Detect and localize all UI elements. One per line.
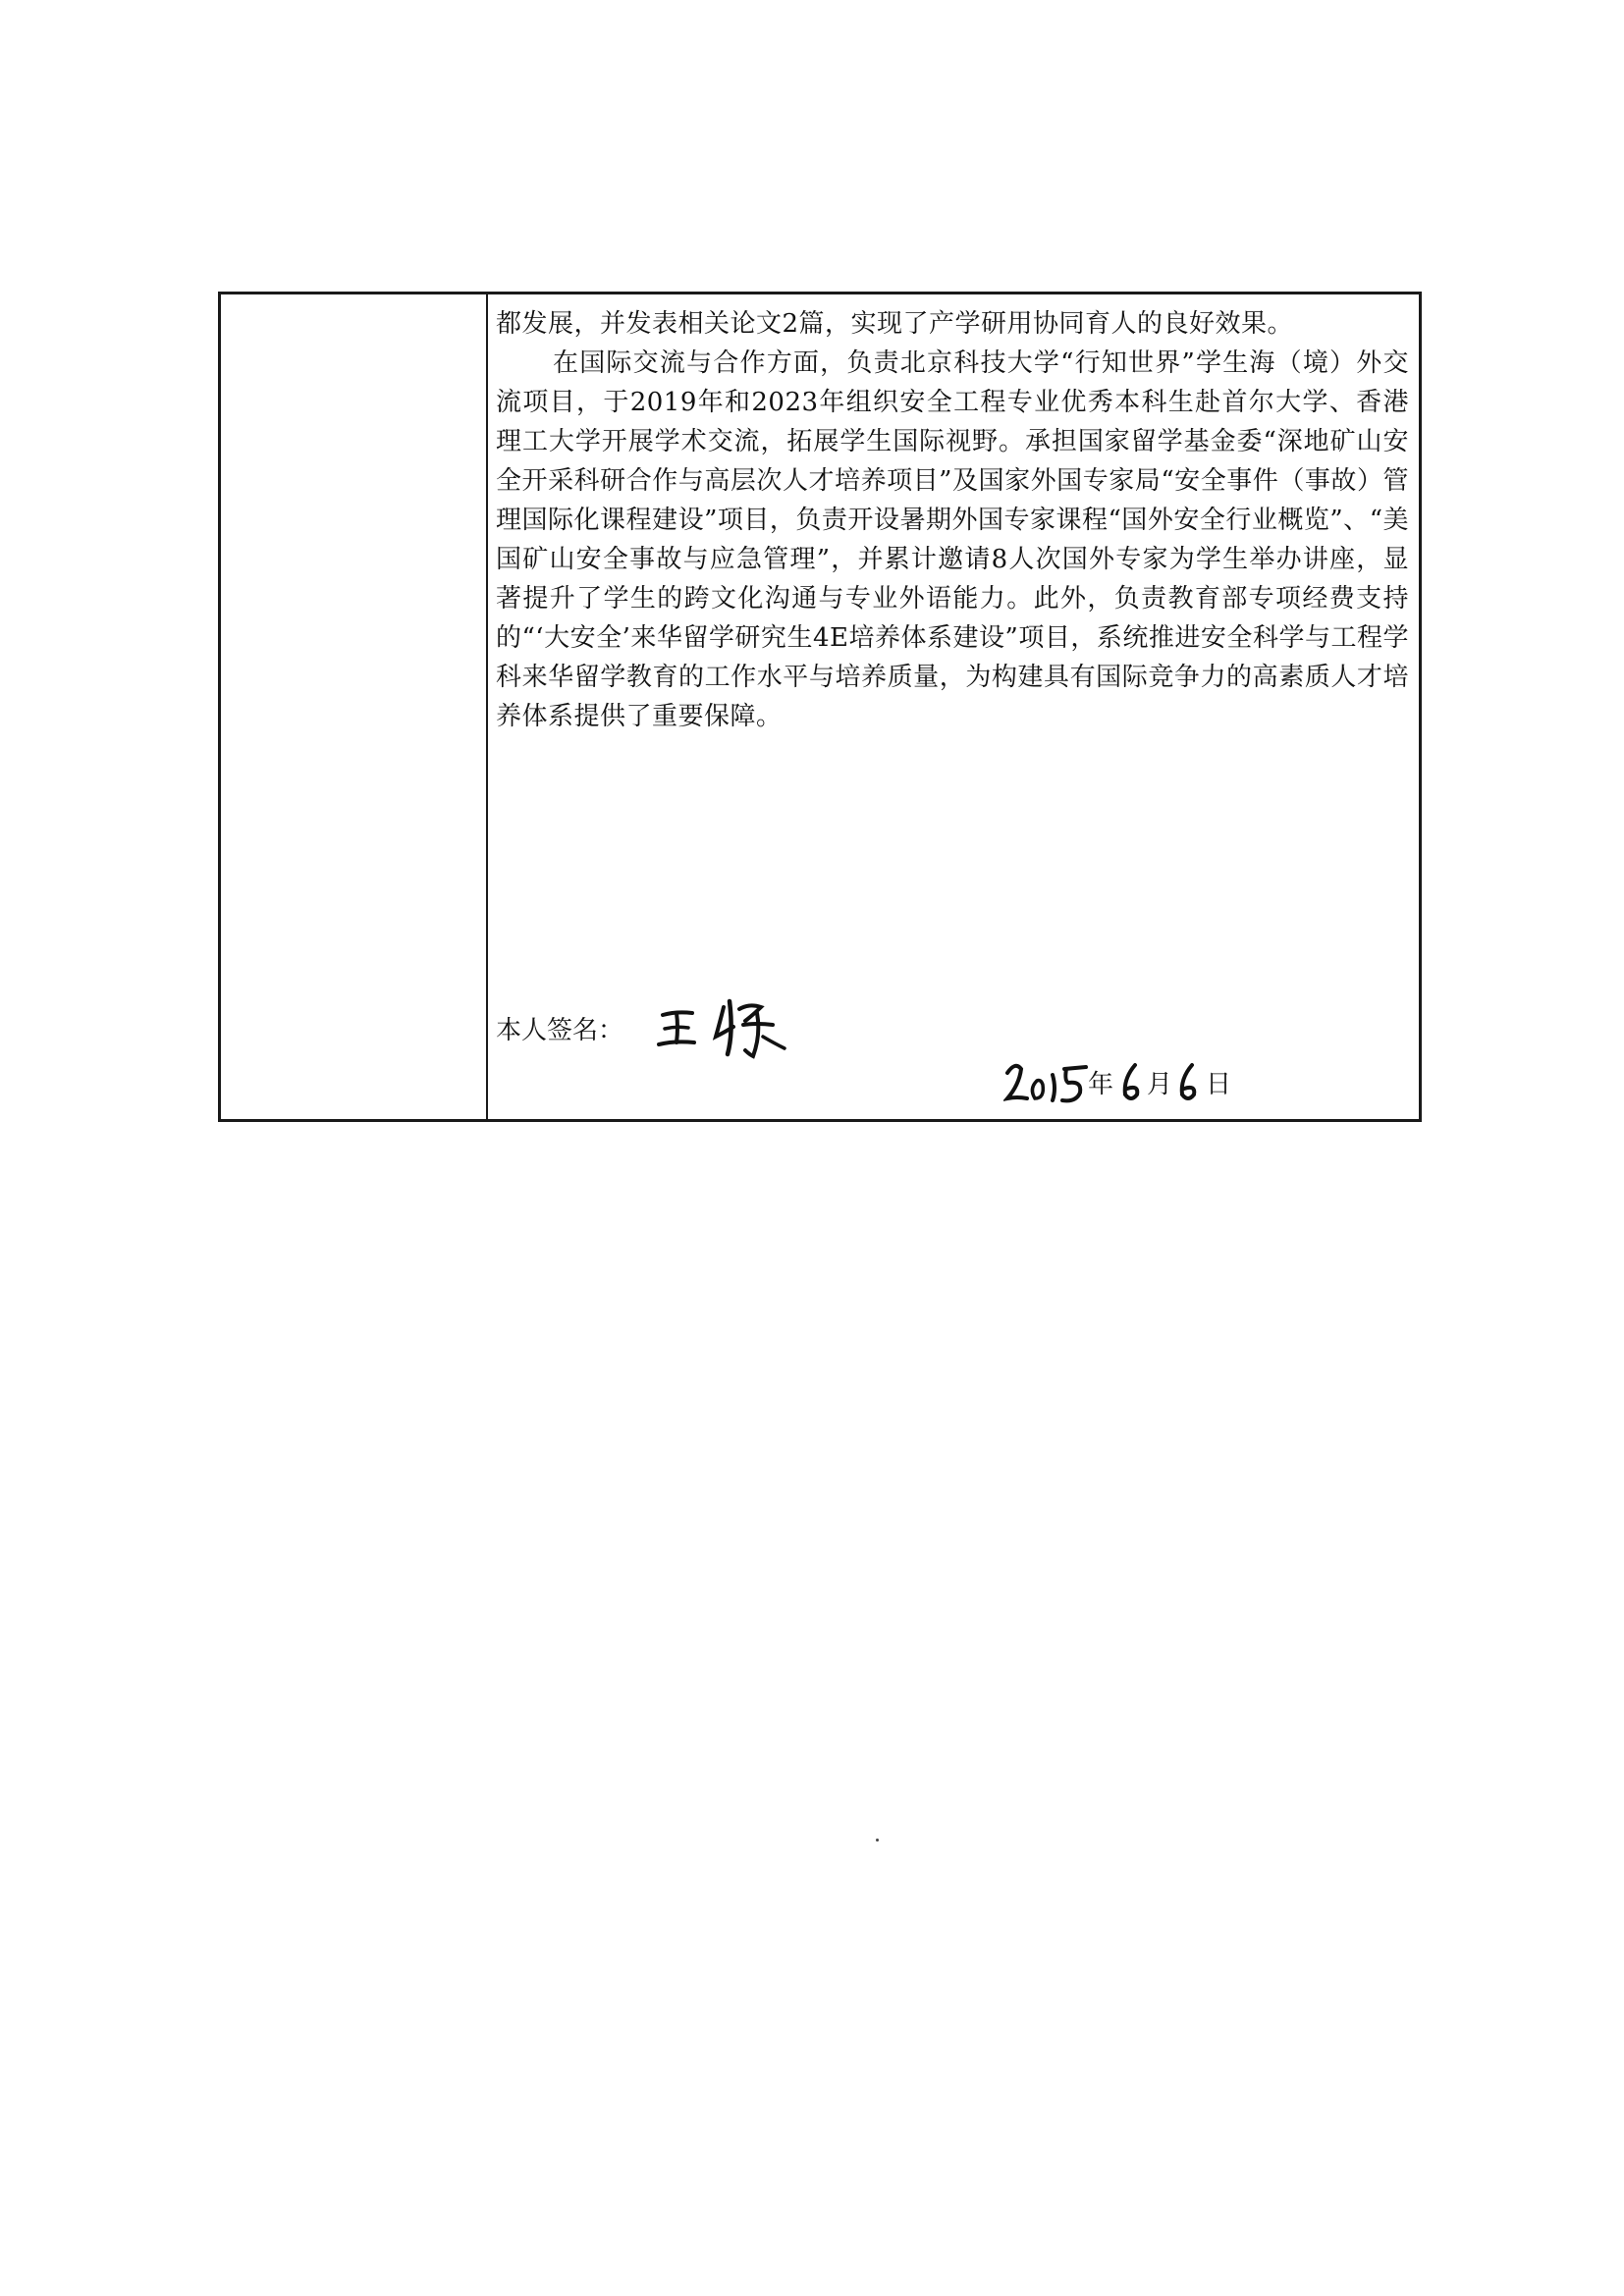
handwritten-year [1003, 1055, 1092, 1110]
paragraph-international-exchange: 在国际交流与合作方面，负责北京科技大学“行知世界”学生海（境）外交流项目，于2019年和2023年组织安全工程专业优秀本科生赴首尔大学、香港理工大学开展学术交流，拓展学生国际视野。承担国家留学基金委“深地矿山安全开采科研合作与高层次人才培养项目”及国家外国专家局“安全事件（事故）管理国际化课程建设”项目，负责开设暑期外国专家课程“国外安全行业概览”、“美国矿山安全事故与应急管理”，并累计邀请8人次国外专家为学生举办讲座，显著提升了学生的跨文化沟通与专业外语能力。此外，负责教育部专项经费支持的“‘大安全’来华留学研究生4E培养体系建设”项目，系统推进安全科学与工程学科来华留学教育的工作水平与培养质量，为构建具有国际竞争力的高素质人才培养体系提供了重要保障。 [496, 348, 1409, 731]
signature-label: 本人签名： [496, 1016, 624, 1045]
handwritten-month [1117, 1055, 1147, 1110]
handwritten-day [1174, 1055, 1204, 1110]
form-table [218, 292, 1422, 1122]
paragraph-continuation: 都发展，并发表相关论文2篇，实现了产学研用协同育人的良好效果。 [496, 309, 1294, 339]
content-cell [488, 294, 1419, 1119]
year-unit: 年 [1088, 1070, 1114, 1099]
day-unit: 日 [1206, 1070, 1232, 1099]
month-unit: 月 [1147, 1070, 1173, 1099]
label-cell [221, 294, 488, 1119]
handwritten-signature [655, 993, 792, 1062]
signature-date [1003, 1055, 1298, 1114]
scan-speck [876, 1839, 879, 1842]
